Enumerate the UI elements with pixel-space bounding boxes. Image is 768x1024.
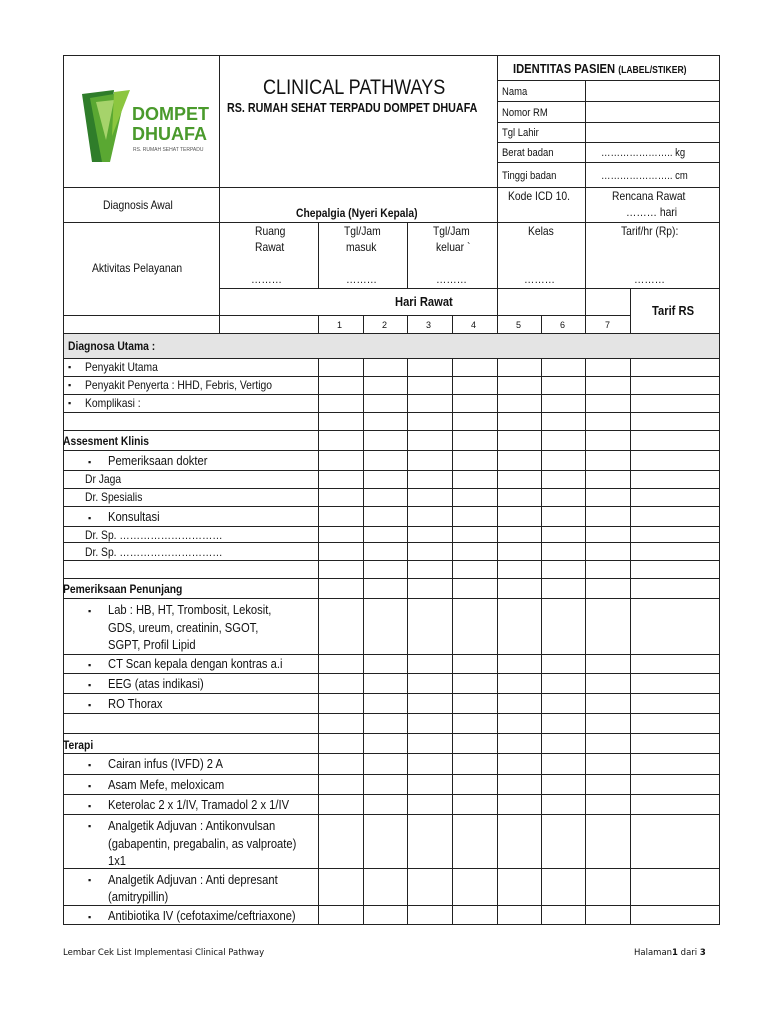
day-col-line [585,315,586,925]
list-item: Cairan infus (IVFD) 2 A [108,756,223,771]
icd-label: Kode ICD 10. [508,189,570,203]
dompet-dhuafa-logo [80,88,210,168]
row-line [63,905,720,906]
checkin-label-1: Tgl/Jam [344,224,381,238]
list-item: SGPT, Profil Lipid [108,637,196,652]
col-line [585,222,586,288]
tarif-rs-header: Tarif RS [652,303,695,318]
day-number: 4 [471,320,477,330]
day-col-line [363,315,364,925]
tariff-label: Tarif/hr (Rp): [621,224,679,238]
col-line [407,222,408,288]
form-title: CLINICAL PATHWAYS [263,76,446,99]
day-col-line [541,315,542,925]
list-item: Penyakit Utama [85,360,158,374]
hospital-name: RS. RUMAH SEHAT TERPADU DOMPET DHUAFA [227,101,478,115]
day-number: 2 [382,320,388,330]
section-assesment-klinis: Assesment Klinis [63,434,150,448]
list-item: CT Scan kepala dengan kontras a.i [108,656,283,671]
list-item: Analgetik Adjuvan : Antikonvulsan [108,818,276,833]
list-item: 1x1 [108,853,127,868]
checkout-label-2: keluar ` [436,240,471,254]
identity-title-suffix: (LABEL/STIKER) [618,65,687,76]
row-line [63,713,720,714]
row-line [63,470,720,471]
bullet-icon: ▪ [88,781,92,791]
class-dots: ……… [524,272,555,286]
section-diagnosa-utama: Diagnosa Utama : [68,339,156,353]
list-item: Penyakit Penyerta : HHD, Febris, Vertigo [85,378,272,392]
page-number: 1 [672,948,678,958]
bullet-icon: ▪ [88,457,92,467]
list-item: Asam Mefe, meloxicam [108,777,225,792]
page-total: 3 [699,948,706,958]
row-line [63,358,720,359]
identity-row-line [497,162,719,163]
identity-row-line [497,122,719,123]
day-col-line [452,315,453,925]
room-dots: ……… [251,272,282,286]
row-line [63,222,720,223]
row-line [63,450,720,451]
day-number: 1 [337,320,343,330]
class-label: Kelas [528,224,554,238]
checkout-label-1: Tgl/Jam [433,224,470,238]
room-label-2: Rawat [255,240,285,254]
list-item: Konsultasi [108,509,160,524]
table-border-bottom [63,924,720,925]
day-number: 7 [605,320,611,330]
list-item: (amitrypillin) [108,889,169,904]
identity-title-text: IDENTITAS PASIEN [513,61,616,76]
identity-row-line [497,101,719,102]
list-item: Dr. Spesialis [85,490,143,504]
day-number: 5 [516,320,522,330]
hari-rawat-header: Hari Rawat [395,294,453,309]
row-line [63,430,720,431]
bullet-icon: ▪ [68,398,72,408]
bullet-icon: ▪ [88,513,92,523]
bullet-icon: ▪ [88,801,92,811]
bullet-icon: ▪ [88,760,92,770]
plan-label: Rencana Rawat [612,189,686,203]
list-item: Dr Jaga [85,472,122,486]
list-item: Keterolac 2 x 1/IV, Tramadol 2 x 1/IV [108,797,290,812]
list-item: Pemeriksaan dokter [108,453,208,468]
identity-row-line [497,80,719,81]
identity-height-value: ………………….. cm [601,170,688,182]
list-item: GDS, ureum, creatinin, SGOT, [108,620,259,635]
list-item: (gabapentin, pregabalin, as valproate) [108,836,297,851]
list-item: Analgetik Adjuvan : Anti depresant [108,872,278,887]
day-col-line [407,315,408,925]
room-label-1: Ruang [255,224,286,238]
header-divider [219,55,220,333]
row-line [63,412,720,413]
bullet-icon: ▪ [88,606,92,616]
identity-label-height: Tinggi badan [502,170,557,182]
row-line [63,578,720,579]
logo-mark-icon [80,88,132,164]
row-line [63,542,720,543]
logo-text-dhuafa: DHUAFA [132,124,207,144]
day-number: 3 [426,320,432,330]
row-line [63,814,720,815]
logo-text-dompet: DOMPET [132,104,210,124]
row-line [63,794,720,795]
row-line [63,526,720,527]
services-label: Aktivitas Pelayanan [92,261,183,275]
col-line [318,222,319,288]
identity-weight-value: ………………….. kg [601,147,686,159]
checkin-label-2: masuk [346,240,377,254]
row-line [63,598,720,599]
identity-title [513,61,687,78]
identity-label-rm: Nomor RM [502,107,548,119]
row-line [63,506,720,507]
day-col-line [318,315,319,925]
row-line [63,315,630,316]
list-item: EEG (atas indikasi) [108,676,204,691]
checkout-dots: ……… [436,272,467,286]
checkin-dots: ……… [346,272,377,286]
footer-left: Lembar Cek List Implementasi Clinical Pathway [63,948,265,958]
section-terapi: Terapi [63,738,94,752]
row-line [63,187,720,188]
list-item: Komplikasi : [85,396,141,410]
row-line [219,288,720,289]
diagnosis-value: Chepalgia (Nyeri Kepala) [296,206,418,220]
row-line [63,774,720,775]
row-line [63,733,720,734]
bullet-icon: ▪ [88,680,92,690]
logo-tagline: RS. RUMAH SEHAT TERPADU [133,147,204,153]
tariff-dots: ……… [634,272,665,286]
row-line [63,753,720,754]
bullet-icon: ▪ [88,912,92,922]
tarif-col-line [630,288,631,925]
page-mid: dari [677,948,700,958]
bullet-icon: ▪ [68,380,72,390]
table-border-top [63,55,720,56]
row-line [63,868,720,869]
identity-row-line [497,142,719,143]
row-line [63,560,720,561]
identity-label-weight: Berat badan [502,147,554,159]
page-prefix: Halaman [634,948,673,958]
list-item: RO Thorax [108,696,163,711]
row-line [63,654,720,655]
list-item: Lab : HB, HT, Trombosit, Lekosit, [108,602,272,617]
bullet-icon: ▪ [88,821,92,831]
identity-divider [497,55,498,315]
bullet-icon: ▪ [68,362,72,372]
identity-label-nama: Nama [502,86,528,98]
bullet-icon: ▪ [88,700,92,710]
list-item: Dr. Sp. ………………………… [85,528,223,542]
bullet-icon: ▪ [88,875,92,885]
day-number: 6 [560,320,566,330]
bullet-icon: ▪ [88,660,92,670]
list-item: Antibiotika IV (cefotaxime/ceftriaxone) [108,908,296,923]
diagnosis-label: Diagnosis Awal [103,198,173,212]
row-line [63,376,720,377]
row-line [63,693,720,694]
list-item: Dr. Sp. ………………………… [85,545,223,559]
row-line [63,394,720,395]
plan-value: ……… hari [626,205,678,219]
day-col-line [497,288,498,925]
page-indicator [634,948,706,958]
section-pemeriksaan-penunjang: Pemeriksaan Penunjang [63,582,183,596]
diagnosa-utama-shade [64,334,719,358]
row-line [63,673,720,674]
row-line [63,488,720,489]
identity-label-birthdate: Tgl Lahir [502,127,539,139]
